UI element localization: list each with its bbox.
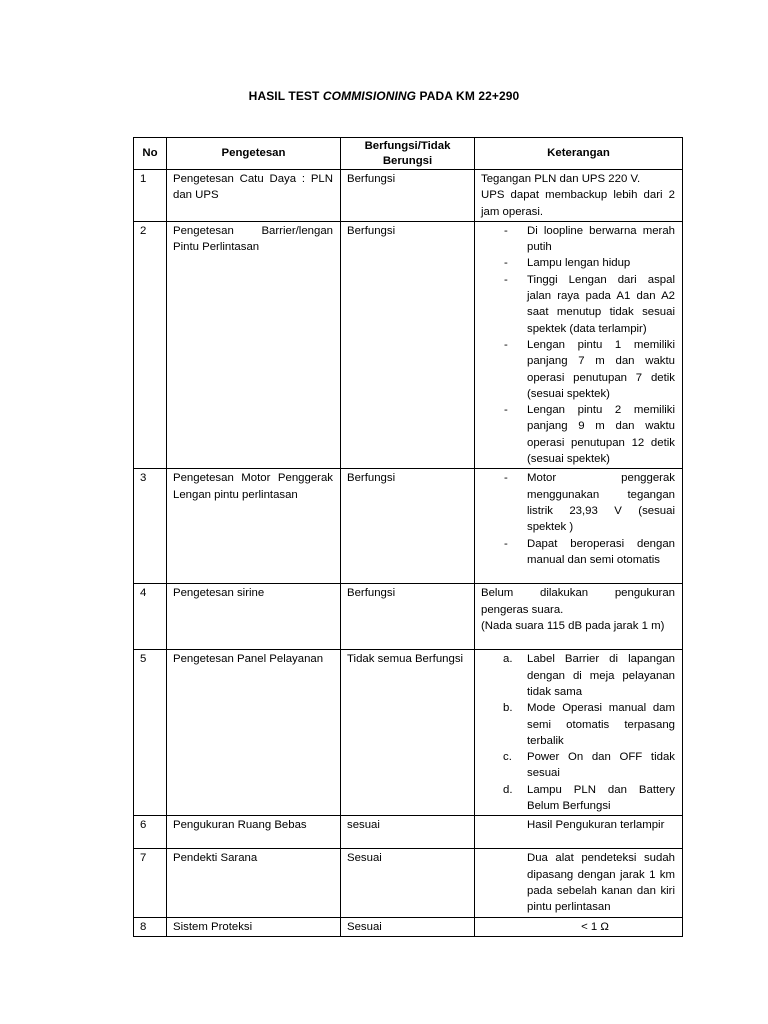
- list-item-text: Di loopline berwarna merah putih: [527, 224, 675, 254]
- note-line: (Nada suara 115 dB pada jarak 1 m): [481, 619, 665, 632]
- row-status: Tidak semua Berfungsi: [341, 650, 475, 816]
- header-keterangan: Keterangan: [475, 138, 683, 170]
- row-status: Sesuai: [341, 917, 475, 936]
- row-status: Berfungsi: [341, 469, 475, 584]
- table-row: [134, 917, 683, 936]
- row-note: [475, 584, 683, 650]
- list-item: [481, 255, 675, 271]
- table-row: [134, 469, 683, 584]
- list-item: [481, 749, 675, 782]
- row-test: Pengukuran Ruang Bebas: [167, 816, 341, 849]
- header-no: No: [134, 138, 167, 170]
- list-item-text: Label Barrier di lapangan dengan di meja pelayanan tidak sama: [527, 653, 675, 698]
- list-item-text: Lampu lengan hidup: [527, 257, 631, 270]
- list-item-text: Power On dan OFF tidak sesuai: [527, 751, 675, 780]
- table-row: [134, 650, 683, 816]
- row-note: [475, 221, 683, 468]
- list-marker: c.: [503, 751, 512, 764]
- row-test: Pendekti Sarana: [167, 849, 341, 917]
- list-item-text: Lengan pintu 1 memiliki panjang 7 m dan waktu operasi penutupan 7 detik (sesuai spektek): [527, 338, 675, 400]
- row-test: Pengetesan Motor Penggerak Lengan pintu perlintasan: [167, 469, 341, 584]
- row-number: 4: [134, 584, 167, 650]
- list-item: [481, 782, 675, 815]
- row-note: [475, 917, 683, 936]
- row-test: Sistem Proteksi: [167, 917, 341, 936]
- note-line: Belum dilakukan pengukuran pengeras suara.: [481, 587, 675, 616]
- list-item: [481, 272, 675, 337]
- row-test: Pengetesan Catu Daya : PLN dan UPS: [167, 170, 341, 222]
- list-item: [481, 337, 675, 402]
- row-test: Pengetesan sirine: [167, 584, 341, 650]
- list-item-text: Mode Operasi manual dam semi otomatis terpasang terbalik: [527, 702, 675, 747]
- list-item-text: Tinggi Lengan dari aspal jalan raya pada A1 dan A2 saat menutup tidak sesuai spektek (data terlampir): [527, 273, 675, 335]
- table-row: [134, 584, 683, 650]
- note-line: UPS dapat membackup lebih dari 2 jam operasi.: [481, 189, 675, 218]
- commissioning-table: [133, 137, 683, 937]
- note-list: [481, 223, 675, 467]
- row-number: 8: [134, 917, 167, 936]
- list-item: [481, 536, 675, 569]
- list-marker: -: [504, 338, 508, 351]
- row-test: Pengetesan Panel Pelayanan: [167, 650, 341, 816]
- list-item: [481, 402, 675, 467]
- list-marker: b.: [503, 702, 513, 715]
- list-item-text: Motor penggerak menggunakan tegangan listrik 23,93 V (sesuai spektek ): [527, 472, 675, 534]
- row-note: [475, 650, 683, 816]
- row-note: [475, 816, 683, 849]
- row-note: [475, 849, 683, 917]
- title-prefix: HASIL TEST: [248, 89, 320, 103]
- table-row: [134, 816, 683, 849]
- header-status: Berfungsi/Tidak Berungsi: [341, 138, 475, 170]
- list-item: [481, 651, 675, 700]
- list-item-text: Lampu PLN dan Battery Belum Berfungsi: [527, 783, 675, 813]
- table-header-row: [134, 138, 683, 170]
- row-note: [475, 469, 683, 584]
- note-text: Hasil Pengukuran terlampir: [527, 819, 665, 832]
- row-status: Berfungsi: [341, 584, 475, 650]
- table-row: [134, 849, 683, 917]
- list-marker: -: [504, 404, 508, 417]
- row-number: 7: [134, 849, 167, 917]
- list-item: [481, 470, 675, 535]
- row-status: Berfungsi: [341, 170, 475, 222]
- list-marker: a.: [503, 653, 513, 666]
- list-item: [481, 223, 675, 256]
- note-list: [481, 651, 675, 814]
- note-line: Tegangan PLN dan UPS 220 V.: [481, 173, 641, 185]
- row-number: 6: [134, 816, 167, 849]
- title-italic: COMMISIONING: [322, 89, 417, 103]
- note-text: < 1 Ω: [581, 920, 609, 933]
- note-text: Dua alat pendeteksi sudah dipasang dengan jarak 1 km pada sebelah kanan dan kiri pintu perlintasan: [527, 852, 675, 914]
- table-row: [134, 221, 683, 468]
- list-item-text: Lengan pintu 2 memiliki panjang 9 m dan waktu operasi penutupan 12 detik (sesuai spektek): [527, 404, 675, 466]
- title-suffix: PADA KM 22+290: [419, 89, 520, 103]
- document-title: [0, 89, 768, 103]
- list-item-text: Dapat beroperasi dengan manual dan semi otomatis: [527, 537, 675, 566]
- row-number: 2: [134, 221, 167, 468]
- row-status: sesuai: [341, 816, 475, 849]
- list-marker: -: [504, 224, 508, 237]
- row-status: Berfungsi: [341, 221, 475, 468]
- list-marker: -: [504, 472, 508, 485]
- row-number: 1: [134, 170, 167, 222]
- note-list: [481, 470, 675, 568]
- list-marker: d.: [503, 783, 513, 796]
- list-marker: -: [504, 257, 508, 270]
- list-marker: -: [504, 273, 508, 286]
- row-number: 3: [134, 469, 167, 584]
- list-marker: -: [504, 537, 508, 550]
- row-test: Pengetesan Barrier/lengan Pintu Perlintasan: [167, 221, 341, 468]
- table-row: [134, 170, 683, 222]
- list-item: [481, 700, 675, 749]
- row-number: 5: [134, 650, 167, 816]
- row-status: Sesuai: [341, 849, 475, 917]
- row-note: [475, 170, 683, 222]
- header-pengetesan: Pengetesan: [167, 138, 341, 170]
